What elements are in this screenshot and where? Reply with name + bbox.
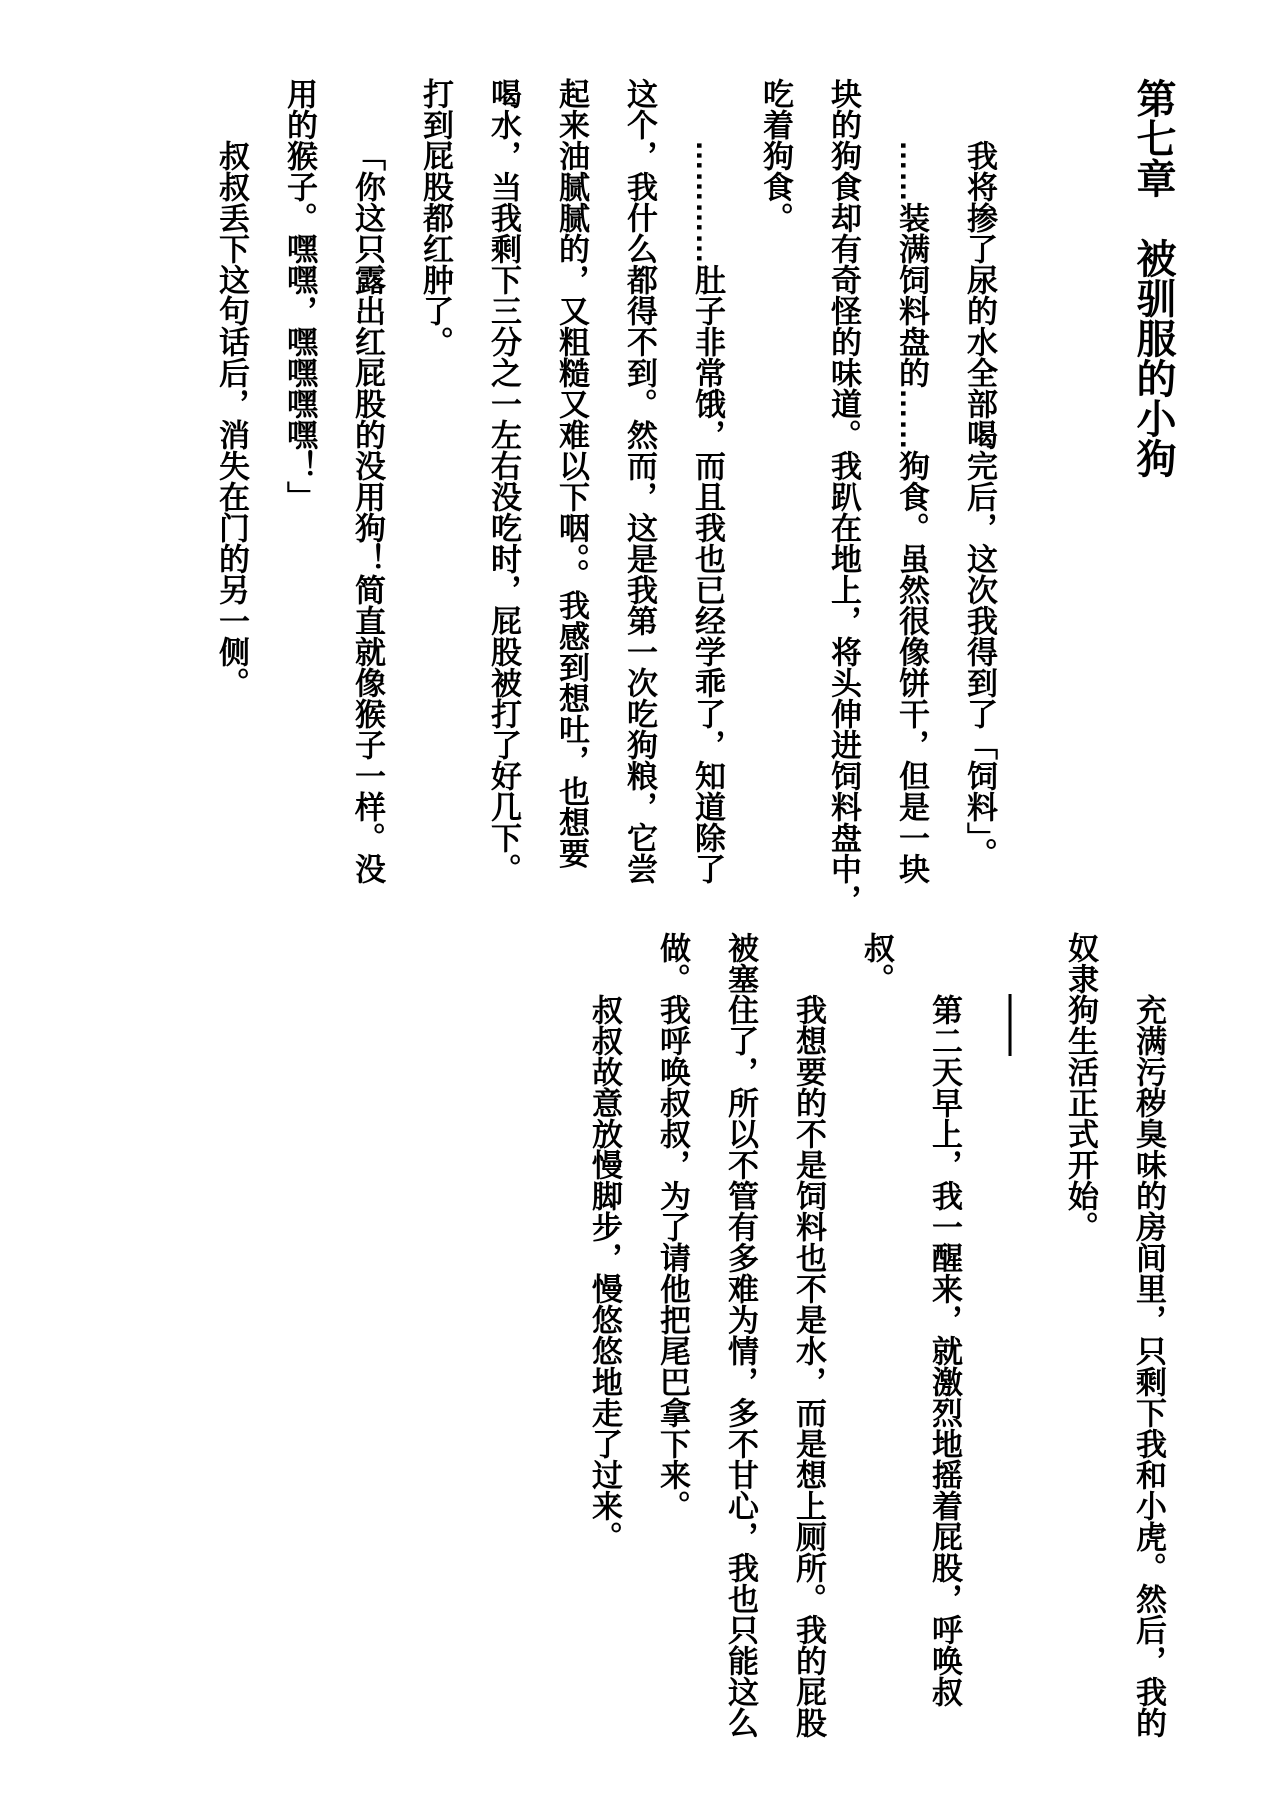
text-column: 第二天早上，我一醒来，就激烈地摇着屁股，呼唤叔叔。 xyxy=(859,932,962,1707)
text-column: 被塞住了，所以不管有多难为情，多不甘心，我也只能这么 xyxy=(723,932,758,1738)
text-column: 叔叔故意放慢脚步，慢悠悠地走了过来。 xyxy=(587,994,622,1552)
text-column: 用的猴子。嘿嘿，嘿嘿嘿嘿！」 xyxy=(282,78,317,512)
text-column: …………肚子非常饿，而且我也已经学乖了，知道除了 xyxy=(690,140,725,884)
text-column: ……装满饲料盘的……狗食。虽然很像饼干，但是一块 xyxy=(894,140,929,884)
text-column: 做。我呼唤叔叔，为了请他把尾巴拿下来。 xyxy=(655,932,690,1521)
text-column: 块的狗食却有奇怪的味道。我趴在地上，将头伸进饲料盘中， xyxy=(826,78,861,915)
text-column: 充满污秽臭味的房间里，只剩下我和小虎。然后，我的 xyxy=(1131,994,1166,1738)
text-column: 「你这只露出红屁股的没用狗！简直就像猴子一样。没 xyxy=(350,140,385,884)
text-column: 我将掺了尿的水全部喝完后，这次我得到了「饲料」。 xyxy=(962,140,997,869)
bottom-text-block xyxy=(570,932,1182,1747)
text-column: 叔叔丢下这句话后，消失在门的另一侧。 xyxy=(214,140,249,698)
text-column: 吃着狗食。 xyxy=(758,78,793,233)
text-column: 打到屁股都红肿了。 xyxy=(418,78,453,357)
text-column: 起来油腻腻的，又粗糙又难以下咽。。我感到想吐，也想要 xyxy=(554,78,589,869)
top-text-block xyxy=(197,78,1187,928)
chapter-title: 第七章 被驯服的小狗 xyxy=(1131,78,1175,478)
text-column: 我想要的不是饲料也不是水，而是想上厕所。我的屁股 xyxy=(791,994,826,1738)
text-column: 这个，我什么都得不到。然而，这是我第一次吃狗粮，它尝 xyxy=(622,78,657,884)
text-column: 喝水，当我剩下三分之一左右没吃时，屁股被打了好几下。 xyxy=(486,78,521,884)
text-column: 奴隶狗生活正式开始。 xyxy=(1063,932,1098,1242)
em-dash-column: —— xyxy=(995,994,1030,1056)
